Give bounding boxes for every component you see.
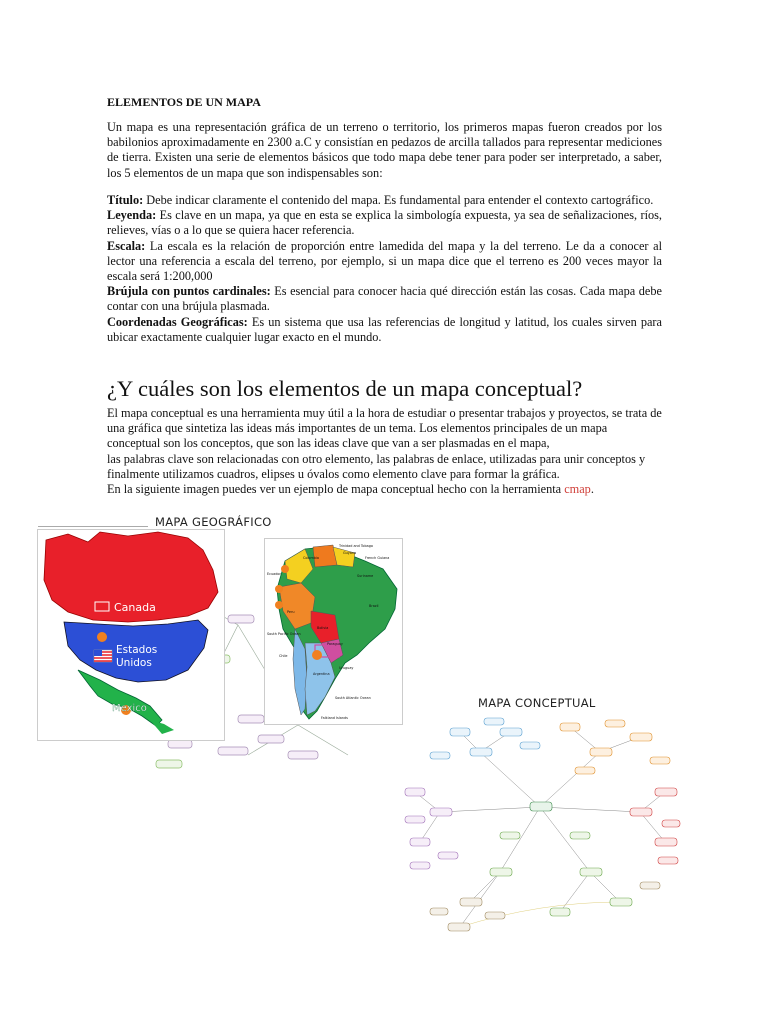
element-coordenadas	[107, 315, 662, 345]
label-unidos: Unidos	[116, 657, 152, 669]
concept-map-caption: MAPA CONCEPTUAL	[478, 696, 596, 710]
figure-divider	[38, 526, 148, 527]
label-trinidad: Trinidad and Tobago	[339, 544, 373, 548]
element-escala	[107, 239, 662, 285]
concept-text-3	[107, 482, 662, 497]
south-america-map	[264, 538, 403, 725]
geo-map-caption: MAPA GEOGRÁFICO	[155, 515, 272, 529]
label-colombia: Colombia	[303, 556, 319, 560]
north-america-map	[37, 529, 225, 741]
concept-text-3-end: .	[590, 482, 594, 497]
document-heading: ELEMENTOS DE UN MAPA	[107, 95, 261, 109]
label-ecuador: Ecuador	[267, 572, 281, 576]
label-bolivia: Bolivia	[317, 626, 329, 630]
label-estados: Estados	[116, 644, 158, 656]
element-term: Título:	[107, 193, 144, 207]
label-south-pacific: South Pacific Ocean	[267, 632, 301, 636]
label-argentina: Argentina	[313, 672, 330, 676]
label-mexico: Mexico	[112, 703, 147, 714]
element-term: Brújula con puntos cardinales:	[107, 284, 271, 299]
intro-paragraph: Un mapa es una representación gráfica de un terreno o territorio, los primeros mapas fueron creados por los babilonios aproximadamente en 2300 a.C y consistían en pedazos de arcilla tallados para representar mediciones de tierra. Existen una serie de elementos básicos que todo mapa debe tener para poder ser interpretado, a saber, los 5 elementos de un mapa que son indispensables son:	[107, 120, 662, 180]
label-guyana: Guyana	[343, 551, 357, 555]
cmap-link[interactable]: cmap	[564, 482, 591, 497]
label-falkland: Falkland Islands	[321, 716, 348, 720]
element-text: Es esencial para conocer hacia qué dirección están las cosas. Cada mapa debe contar con una brújula plasmada.	[107, 284, 662, 314]
concept-map-heading: ¿Y cuáles son los elementos de un mapa conceptual?	[107, 376, 583, 401]
element-leyenda	[107, 208, 662, 238]
north-america-map-graphic	[38, 530, 224, 740]
concept-map-image	[400, 712, 684, 942]
label-south-atlantic: South Atlantic Ocean	[335, 696, 371, 700]
element-brujula	[107, 284, 662, 314]
concept-text-2: las palabras clave son relacionadas con otro elemento, las palabras de enlace, utilizadas para unir conceptos y finalmente utilizamos cuadros, elipses u óvalos como elemento clave para formar la gráfica.	[107, 451, 646, 481]
label-suriname: Suriname	[357, 574, 374, 578]
concept-text-3-lead: En la siguiente imagen puedes ver un ejemplo de mapa conceptual hecho con la herramienta	[107, 482, 565, 497]
element-term: Escala:	[107, 238, 146, 253]
element-titulo	[107, 193, 662, 208]
map-elements-list	[107, 193, 662, 345]
element-text: Es un sistema que usa las referencias de longitud y latitud, los cuales sirven para ubicar exactamente cualquier lugar exacto en el mundo.	[107, 314, 662, 344]
element-text: La escala es la relación de proporción entre lamedida del mapa y la del terreno. Le da a conocer al lector una referencia a escala del terreno, por ejemplo, si un mapa dice que el terreno es 200 veces mayor la escala será 1:200,000	[107, 238, 662, 284]
label-uruguay: Uruguay	[339, 666, 354, 670]
element-text: Es clave en un mapa, ya que en esta se explica la simbología expuesta, ya sea de señalizaciones, ríos, relieves, vías o a lo que se quiera hacer referencia.	[107, 208, 662, 238]
element-term: Leyenda:	[107, 208, 157, 223]
label-canada: Canada	[114, 601, 156, 614]
label-french-guiana: French Guiana	[365, 556, 390, 560]
element-text: Debe indicar claramente el contenido del mapa. Es fundamental para entender el contexto cartográfico.	[143, 193, 654, 207]
south-america-map-graphic	[265, 539, 402, 724]
label-paraguay: Paraguay	[327, 642, 343, 646]
label-brazil: Brazil	[369, 604, 379, 608]
label-peru: Peru	[287, 610, 295, 614]
element-term: Coordenadas Geográficas:	[107, 314, 248, 329]
concept-text-1: El mapa conceptual es una herramienta muy útil a la hora de estudiar o presentar trabajos y proyectos, se trata de una gráfica que sintetiza las ideas más importantes de un tema. Los elementos principales de un mapa conceptual son los conceptos, que son las ideas clave que van a ser plasmadas en el mapa,	[107, 406, 662, 451]
label-chile: Chile	[279, 654, 288, 658]
concept-map-paragraph	[107, 406, 662, 497]
